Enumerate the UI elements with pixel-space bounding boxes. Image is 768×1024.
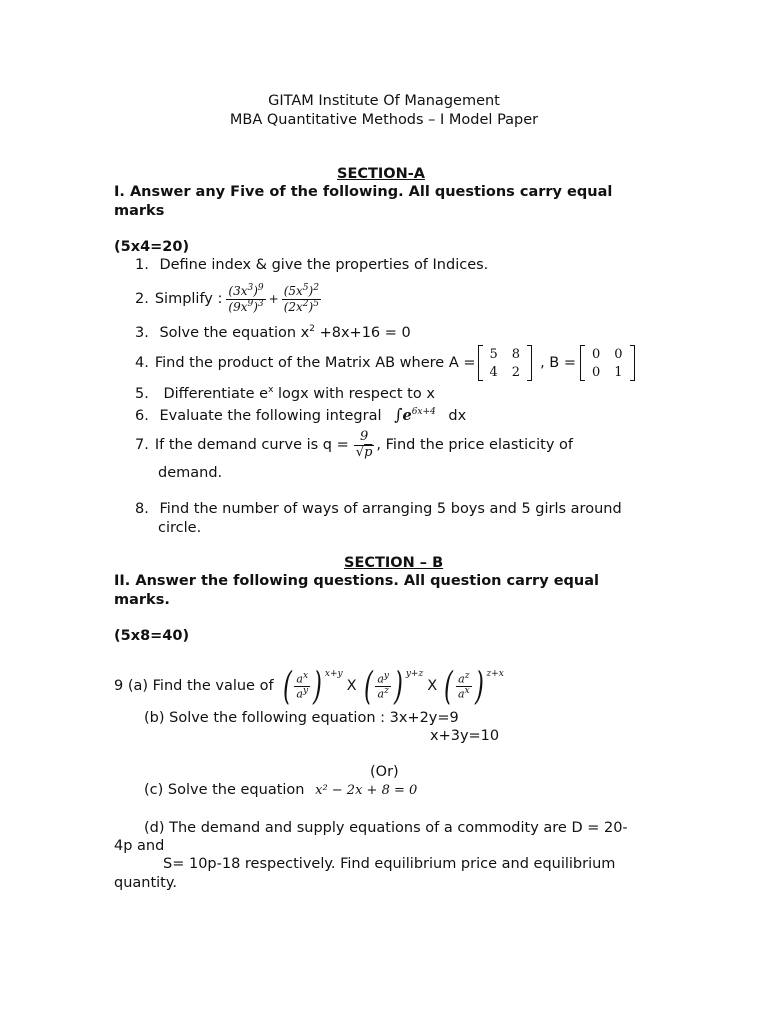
section-b-instruction-1: II. Answer the following questions. All question carry equal: [114, 573, 599, 589]
question-9a-text: 9 (a) Find the value of: [114, 678, 274, 694]
question-number: 2.: [135, 291, 149, 307]
or-separator: (Or): [370, 764, 399, 780]
question-8-text: Find the number of ways of arranging 5 boys and 5 girls around: [159, 501, 622, 517]
term-2: ( $\frac{a^y}{a^z}$ ) $^{y+z}$: [363, 664, 424, 708]
question-7-text-b: , Find the price elasticity of: [376, 437, 573, 453]
question-9d-line-1: (d) The demand and supply equations of a commodity are D = 20-: [144, 820, 628, 836]
question-4-text-b: , B =: [540, 355, 576, 371]
question-9c-equation: x² − 2x + 8 = 0: [315, 783, 418, 798]
integral-sign-icon: ∫: [394, 405, 403, 424]
question-4-text: Find the product of the Matrix AB where A =: [154, 355, 476, 371]
question-8: [135, 501, 622, 517]
question-number: 7.: [135, 437, 149, 453]
question-9b-second-equation: x+3y=10: [430, 728, 500, 744]
term-3: ( $\frac{a^z}{a^x}$ ) $^{z+x}$: [444, 664, 504, 708]
question-2-text: Simplify :: [154, 291, 223, 307]
question-5: [135, 385, 435, 402]
matrix-b: 0 0 0 1: [580, 345, 635, 381]
section-b-instruction-2: marks.: [114, 592, 170, 608]
question-5-text-end: logx with respect to x: [278, 385, 435, 402]
question-1-text: Define index & give the properties of Indices.: [159, 257, 489, 273]
question-9c-text: (c) Solve the equation: [144, 782, 305, 798]
question-9a: [114, 664, 504, 708]
question-3: [135, 324, 411, 341]
term-1: ( $\frac{a^x}{a^y}$ ) $^{x+y}$: [282, 664, 343, 708]
section-b-marks: (5x8=40): [114, 628, 190, 644]
institute-title: GITAM Institute Of Management: [268, 93, 500, 109]
question-number: 6.: [135, 408, 149, 424]
section-b-title: SECTION – B: [344, 555, 444, 571]
question-9d-line-2: 4p and: [114, 838, 165, 854]
question-6-text: Evaluate the following integral: [159, 408, 382, 424]
question-7: [135, 424, 573, 466]
question-6: [135, 405, 466, 424]
question-1: [135, 257, 488, 273]
section-a-marks: (5x4=20): [114, 239, 190, 255]
question-3-text-end: +8x+16 = 0: [319, 324, 411, 341]
question-5-text: Differentiate e: [163, 385, 269, 402]
question-number: 3.: [135, 324, 149, 341]
question-9d-line-4: quantity.: [114, 875, 177, 891]
demand-fraction: $\frac{9}{√p}$: [355, 429, 373, 460]
question-8-continued: circle.: [158, 520, 202, 536]
integral-expression: $\int e^{6x+4}$: [394, 405, 436, 424]
fraction-2: $\frac{(5x^5)^2}{(2x^2)^5}$: [283, 283, 319, 314]
question-number: 8.: [135, 501, 149, 517]
question-2: [135, 278, 321, 320]
question-9d-line-3: S= 10p-18 respectively. Find equilibrium price and equilibrium: [163, 856, 616, 872]
section-a-instruction-2: marks: [114, 203, 165, 219]
paper-title: MBA Quantitative Methods – I Model Paper: [229, 112, 539, 128]
question-number: 5.: [135, 385, 149, 402]
section-a-instruction-1: I. Answer any Five of the following. All questions carry equal: [114, 184, 613, 200]
question-9b: (b) Solve the following equation : 3x+2y=9: [144, 710, 459, 726]
section-a-title: SECTION-A: [337, 166, 425, 182]
simplify-expression: $\frac{(3x^3)^9}{(9x^9)^3}$ + $\frac{(5x^5)^2}{(2x^2)^5}$: [228, 283, 319, 314]
fraction-1: $\frac{(3x^3)^9}{(9x^9)^3}$: [228, 283, 264, 314]
exponent: x: [268, 385, 274, 395]
question-7-text: If the demand curve is q =: [154, 437, 349, 453]
exponent: 2: [309, 324, 315, 334]
exponent-expression: ( $\frac{a^x}{a^y}$ ) $^{x+y}$ X ( $\frac{a^y}{a^z}$ ) $^{y+z}$ X ( $\frac{a^z}{a^x}$ ) $^{z+x}$: [280, 667, 504, 705]
question-number: 1.: [135, 257, 149, 273]
question-6-dx: dx: [448, 408, 467, 424]
question-7-continued: demand.: [158, 465, 223, 481]
question-number: 4.: [135, 355, 149, 371]
question-3-text: Solve the equation x: [159, 324, 310, 341]
question-4: [135, 343, 635, 383]
question-9c: [144, 782, 417, 798]
matrix-a: 5 8 4 2: [478, 345, 533, 381]
